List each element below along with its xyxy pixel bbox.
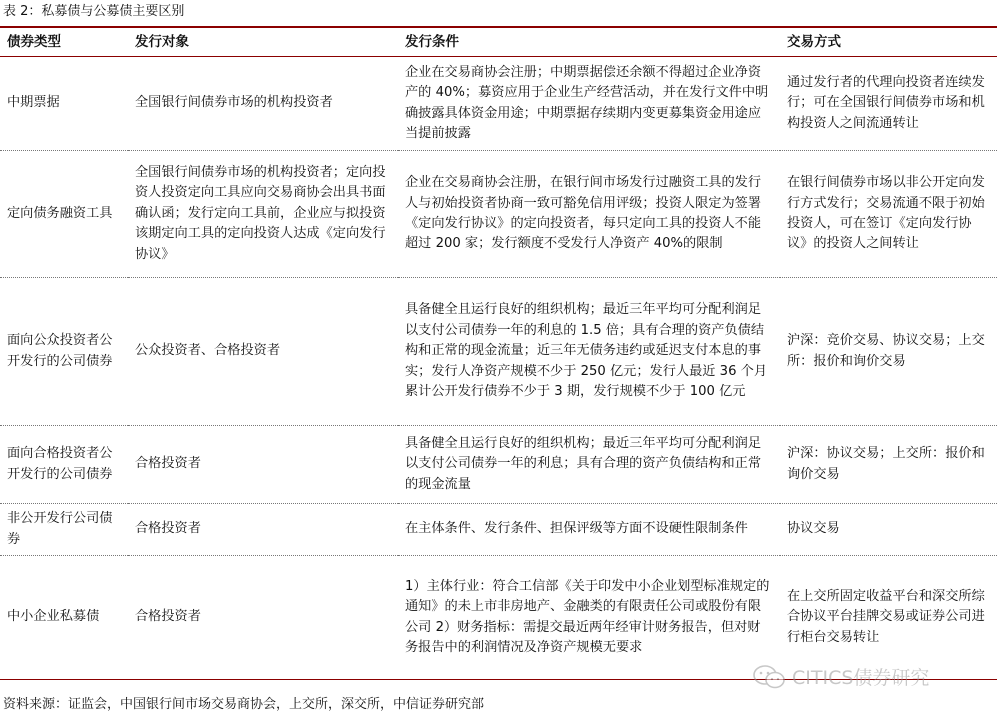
cell-trading: 沪深：竞价交易、协议交易；上交所：报价和询价交易	[780, 278, 997, 426]
watermark	[752, 663, 929, 690]
table-header-row	[0, 28, 997, 57]
cell-target: 公众投资者、合格投资者	[128, 278, 398, 426]
cell-trading: 协议交易	[780, 504, 997, 556]
header-target: 发行对象	[128, 28, 398, 57]
cell-bond-type: 中小企业私募债	[0, 556, 128, 680]
cell-bond-type: 非公开发行公司债券	[0, 504, 128, 556]
watermark-text: CITICS债券研究	[792, 667, 930, 689]
table-row	[0, 426, 997, 504]
cell-target: 全国银行间债券市场的机构投资者	[128, 57, 398, 151]
table-row	[0, 278, 997, 426]
cell-trading: 在上交所固定收益平台和深交所综合协议平台挂牌交易或证券公司进行柜台交易转让	[780, 556, 997, 680]
cell-conditions: 企业在交易商协会注册，在银行间市场发行过融资工具的发行人与初始投资者协商一致可豁免信用评级；投资人限定为签署《定向发行协议》的定向投资者，每只定向工具的投资人不能超过 200 家；发行额度不受发行人净资产 40%的限制	[398, 151, 780, 278]
cell-target: 全国银行间债券市场的机构投资者；定向投资人投资定向工具应向交易商协会出具书面确认函；发行定向工具前，企业应与拟投资该期定向工具的定向投资人达成《定向发行协议》	[128, 151, 398, 278]
cell-trading: 通过发行者的代理向投资者连续发行；可在全国银行间债券市场和机构投资人之间流通转让	[780, 57, 997, 151]
table-row	[0, 504, 997, 556]
table-caption: 表 2：私募债与公募债主要区别	[3, 4, 185, 19]
cell-bond-type: 定向债务融资工具	[0, 151, 128, 278]
cell-conditions: 1）主体行业：符合工信部《关于印发中小企业划型标准规定的通知》的未上市非房地产、金融类的有限责任公司或股份有限公司 2）财务指标：需提交最近两年经审计财务报告，但对财务报告中的利润情况及净资产规模无要求	[398, 556, 780, 680]
header-conditions: 发行条件	[398, 28, 780, 57]
cell-bond-type: 中期票据	[0, 57, 128, 151]
table-row	[0, 57, 997, 151]
cell-target: 合格投资者	[128, 504, 398, 556]
cell-conditions: 企业在交易商协会注册；中期票据偿还余额不得超过企业净资产的 40%；募资应用于企业生产经营活动，并在发行文件中明确披露具体资金用途；中期票据存续期内变更募集资金用途应当提前披露	[398, 57, 780, 151]
table-row	[0, 556, 997, 680]
header-bond-type: 债券类型	[0, 28, 128, 57]
bond-comparison-table	[0, 28, 997, 680]
cell-trading: 在银行间债券市场以非公开定向发行方式发行；交易流通不限于初始投资人，可在签订《定向发行协议》的投资人之间转让	[780, 151, 997, 278]
cell-conditions: 在主体条件、发行条件、担保评级等方面不设硬性限制条件	[398, 504, 780, 556]
cell-conditions: 具备健全且运行良好的组织机构；最近三年平均可分配利润足以支付公司债券一年的利息的 1.5 倍；具有合理的资产负债结构和正常的现金流量；近三年无债务违约或延迟支付本息的事实；发行人净资产规模不少于 250 亿元；发行人最近 36 个月累计公开发行债券不少于 3 期，发行规模不少于 100 亿元	[398, 278, 780, 426]
table-row	[0, 151, 997, 278]
source-note: 资料来源：证监会，中国银行间市场交易商协会，上交所，深交所，中信证券研究部	[3, 697, 485, 712]
cell-bond-type: 面向公众投资者公开发行的公司债券	[0, 278, 128, 426]
wechat-icon	[752, 664, 786, 690]
header-trading: 交易方式	[780, 28, 997, 57]
cell-bond-type: 面向合格投资者公开发行的公司债券	[0, 426, 128, 504]
cell-trading: 沪深：协议交易；上交所：报价和询价交易	[780, 426, 997, 504]
cell-target: 合格投资者	[128, 556, 398, 680]
cell-conditions: 具备健全且运行良好的组织机构；最近三年平均可分配利润足以支付公司债券一年的利息；具有合理的资产负债结构和正常的现金流量	[398, 426, 780, 504]
cell-target: 合格投资者	[128, 426, 398, 504]
